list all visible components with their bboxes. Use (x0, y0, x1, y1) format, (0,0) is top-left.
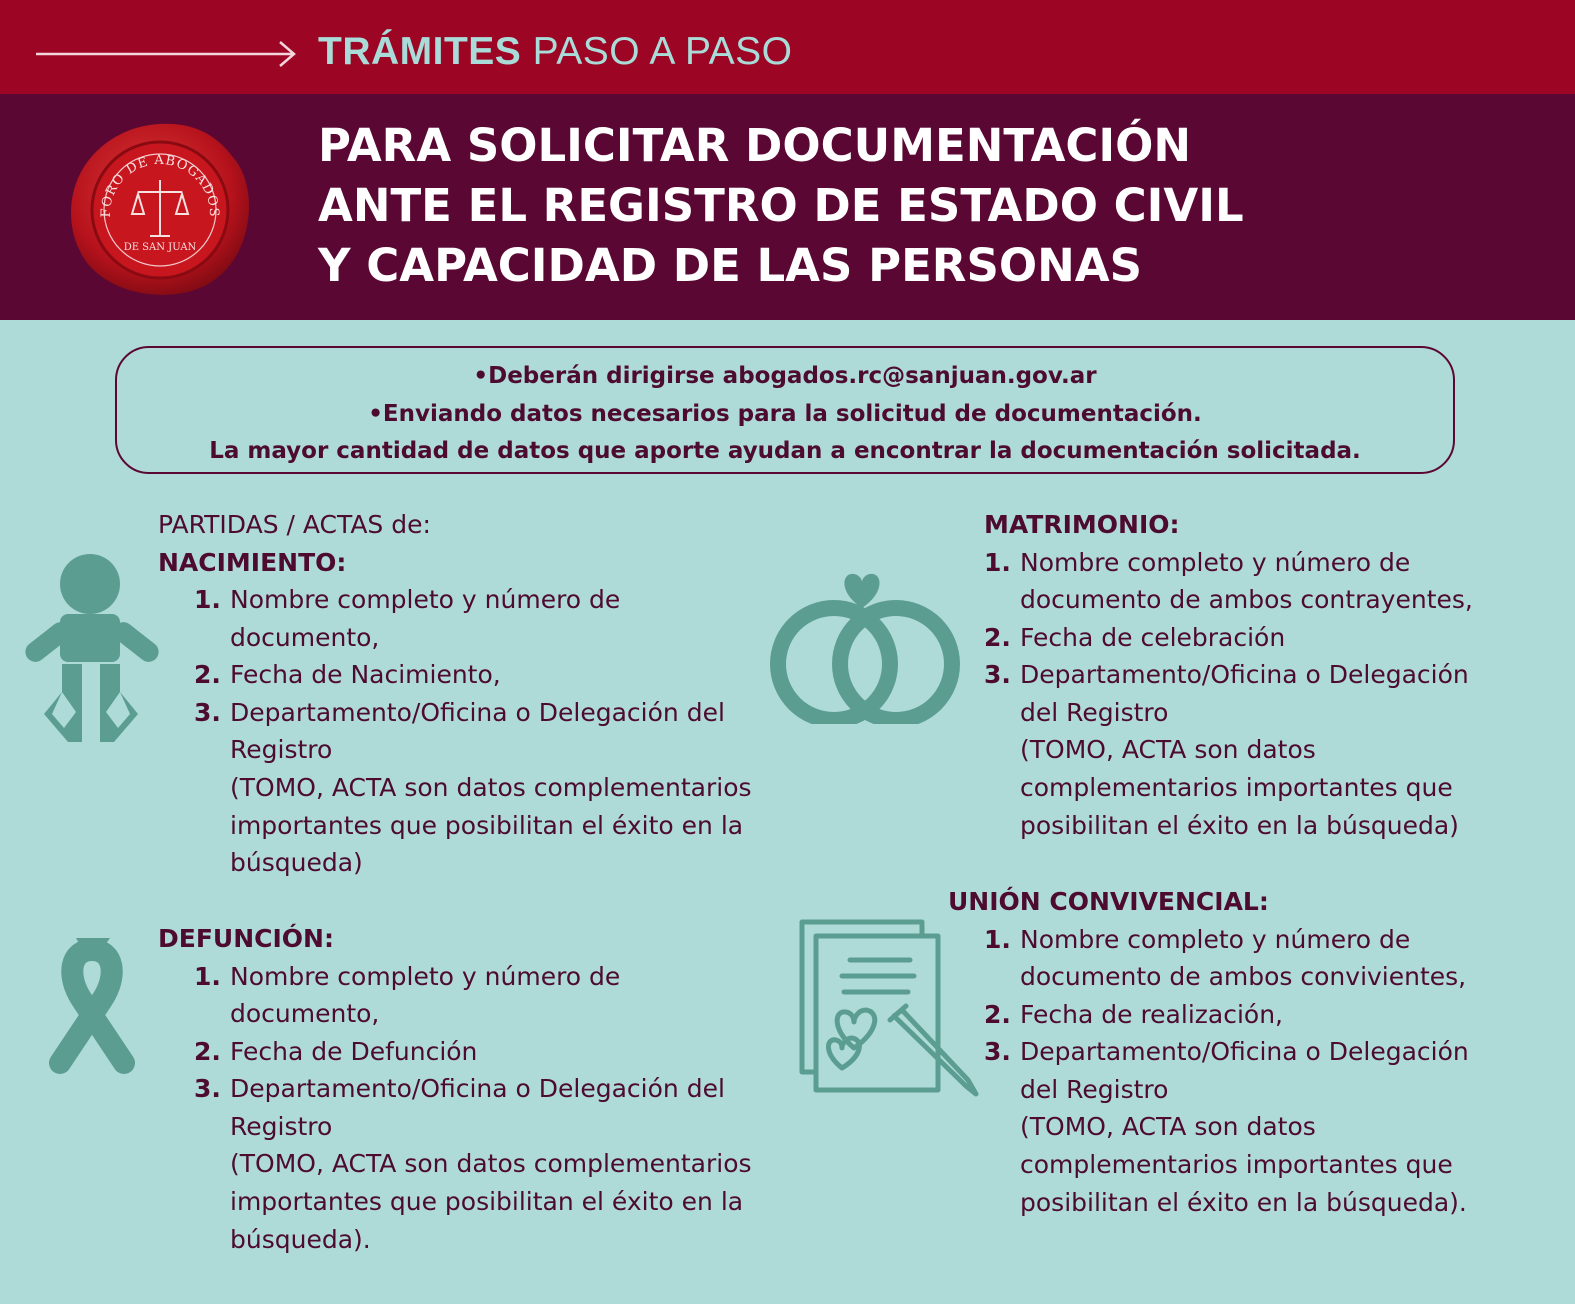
list-item: 2. Fecha de Nacimiento, (194, 660, 501, 690)
wax-seal-logo (64, 118, 254, 298)
list-item: 1. Nombre completo y número de documento, (194, 585, 621, 652)
list-item: 1. Nombre completo y número de documento de ambos contrayentes, (984, 547, 1473, 615)
page-title (318, 116, 1244, 296)
svg-text:DE SAN JUAN: DE SAN JUAN (123, 242, 197, 253)
info-line-1 (117, 358, 1453, 396)
matrimonio-list (984, 544, 1473, 845)
info-line-3: La mayor cantidad de datos que aporte ayudan a encontrar la documentación solicitada. (209, 438, 1361, 464)
section-nacimiento (158, 506, 752, 882)
list-item: 3. Departamento/Oficina o Delegación del Registro (TOMO, ACTA son datos complementarios importantes que posibilitan el éxito en la búsqueda) (984, 660, 1469, 840)
section-union-convivencial (948, 883, 1469, 1221)
section-matrimonio (984, 506, 1473, 844)
list-item: 2. Fecha de realización, (984, 999, 1283, 1029)
matrimonio-title: MATRIMONIO: (984, 510, 1180, 539)
kicker-bold: TRÁMITES (318, 30, 522, 73)
list-item: 2. Fecha de Defunción (194, 1036, 478, 1066)
list-item: 3. Departamento/Oficina o Delegación del Registro (TOMO, ACTA son datos complementarios importantes que posibilitan el éxito en la búsqueda). (194, 1074, 752, 1254)
baby-icon (22, 552, 162, 744)
kicker-rest: PASO A PASO (521, 30, 793, 73)
ribbon-icon (40, 938, 144, 1078)
header-kicker (318, 30, 793, 74)
list-item: 1. Nombre completo y número de documento, (194, 961, 621, 1029)
top-bar (0, 0, 1575, 94)
info-line-2: •Enviando datos necesarios para la solicitud de documentación. (368, 400, 1202, 427)
list-item: 2. Fecha de celebración (984, 622, 1286, 652)
union-list (984, 921, 1469, 1222)
actas-kicker: PARTIDAS / ACTAS de: (158, 510, 431, 539)
list-item: 3. Departamento/Oficina o Delegación del Registro (TOMO, ACTA son datos complementarios importantes que posibilitan el éxito en la búsqueda) (194, 697, 752, 878)
arrow-right-icon (36, 38, 298, 70)
info-box (115, 346, 1455, 474)
title-line-2: ANTE EL REGISTRO DE ESTADO CIVIL (318, 179, 1244, 232)
info-prefix: •Deberán dirigirse (473, 363, 723, 389)
list-item: 1. Nombre completo y número de documento de ambos convivientes, (984, 924, 1467, 992)
section-defuncion (158, 920, 752, 1258)
list-item: 3. Departamento/Oficina o Delegación del Registro (TOMO, ACTA son datos complementarios importantes que posibilitan el éxito en la búsqueda). (984, 1037, 1469, 1217)
email-link[interactable]: abogados.rc@sanjuan.gov.ar (722, 363, 1097, 389)
defuncion-list (194, 958, 752, 1259)
nacimiento-title: NACIMIENTO: (158, 547, 347, 577)
title-line-3: Y CAPACIDAD DE LAS PERSONAS (318, 239, 1143, 292)
nacimiento-list (194, 581, 752, 882)
union-title: UNIÓN CONVIVENCIAL: (948, 887, 1269, 916)
title-line-1: PARA SOLICITAR DOCUMENTACIÓN (318, 119, 1192, 172)
defuncion-title: DEFUNCIÓN: (158, 924, 334, 953)
svg-text:FORO DE ABOGADOS: FORO DE ABOGADOS (98, 152, 222, 218)
rings-icon (768, 572, 962, 724)
